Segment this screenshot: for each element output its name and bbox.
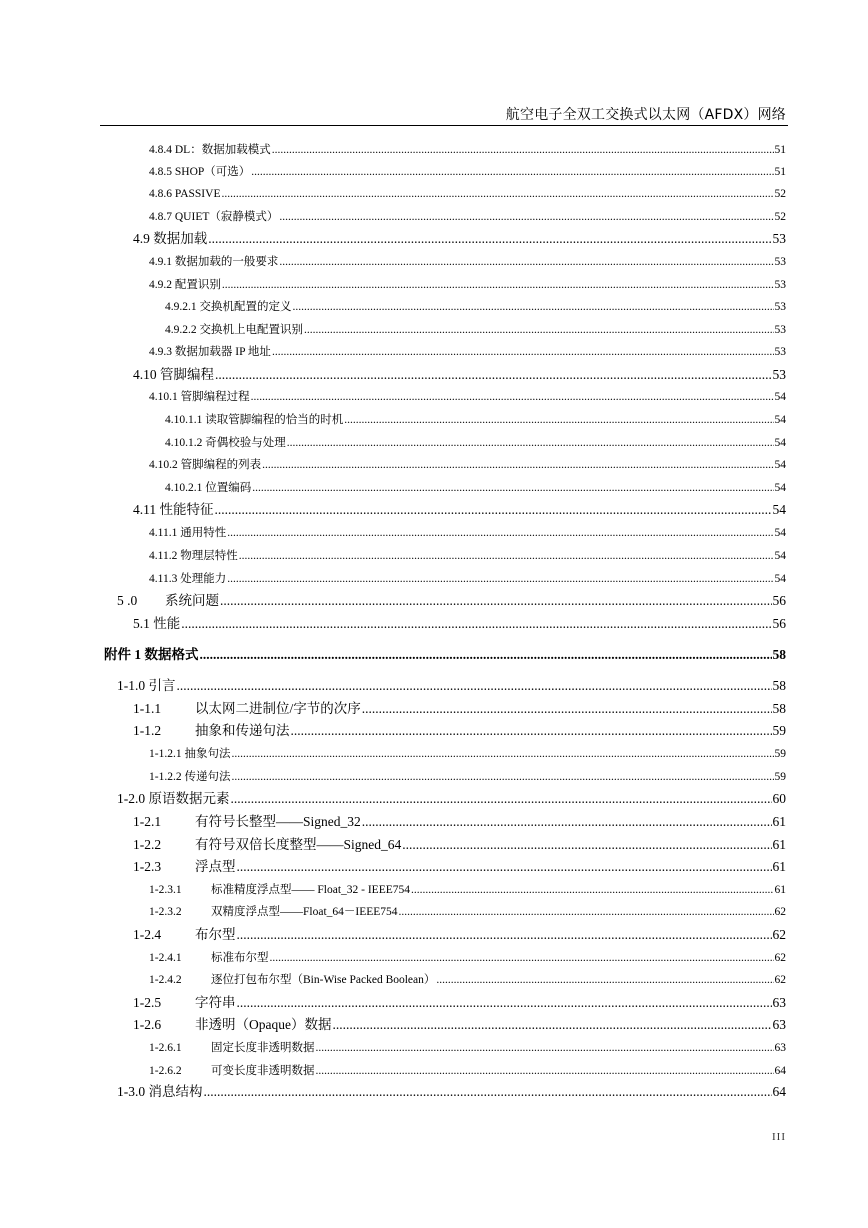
dot-leader — [237, 924, 772, 946]
toc-entry-title: 4.11.3 处理能力 — [149, 573, 227, 585]
toc-entry-title: 4.8.6 PASSIVE — [149, 188, 221, 200]
toc-entry-label — [149, 1060, 315, 1082]
toc-entry-page: 53 — [774, 301, 786, 313]
dot-leader — [222, 274, 774, 296]
toc-entry-number: 1-2.4.2 — [149, 974, 182, 986]
toc-entry-page: 56 — [772, 616, 786, 631]
toc-entry-title: 固定长度非透明数据 — [211, 1042, 315, 1054]
toc-entry-page: 59 — [772, 723, 786, 738]
toc-entry-page: 63 — [774, 1042, 786, 1054]
toc-entry-title: 逐位打包布尔型（Bin-Wise Packed Boolean） — [211, 974, 436, 986]
dot-leader — [399, 901, 774, 923]
toc-entry-title: 字符串 — [195, 995, 236, 1010]
toc-entry-label — [133, 856, 236, 878]
toc-entry-page: 53 — [774, 279, 786, 291]
toc-entry-label — [149, 969, 435, 991]
dot-leader — [279, 206, 773, 228]
toc-entry-label — [165, 477, 251, 499]
toc-entry-label — [149, 206, 278, 228]
toc-entry[interactable] — [149, 251, 786, 273]
toc-entry-page: 59 — [774, 771, 786, 783]
toc-entry-page: 54 — [774, 550, 786, 562]
toc-entry[interactable] — [165, 409, 786, 431]
toc-entry-number: 1-1.1 — [133, 701, 162, 716]
toc-entry-title: 浮点型 — [195, 859, 236, 874]
toc-entry-page: 51 — [774, 144, 786, 156]
toc-entry-label — [165, 319, 303, 341]
toc-entry-page: 53 — [772, 367, 786, 382]
toc-entry-title: 1-1.2.1 抽象句法 — [149, 748, 231, 760]
toc-entry-title: 系统问题 — [165, 593, 219, 608]
toc-entry-label — [149, 568, 226, 590]
toc-entry[interactable] — [117, 675, 786, 697]
dot-leader — [215, 499, 772, 521]
toc-entry-page: 54 — [774, 573, 786, 585]
toc-entry-label — [149, 341, 271, 363]
toc-entry-label — [149, 139, 271, 161]
dot-leader — [316, 1037, 774, 1059]
toc-entry[interactable] — [117, 788, 786, 810]
toc-entry-page: 61 — [774, 884, 786, 896]
toc-entry[interactable] — [133, 992, 786, 1014]
toc-entry-number: 5 .0 — [117, 593, 138, 608]
dot-leader — [279, 251, 773, 273]
toc-entry-title: 4.10.1.1 读取管脚编程的恰当的时机 — [165, 414, 344, 426]
toc-entry[interactable] — [149, 161, 786, 183]
toc-entry-page: 53 — [774, 346, 786, 358]
toc-entry-label — [149, 183, 220, 205]
toc-entry-label — [149, 161, 250, 183]
toc-entry-title: 以太网二进制位/字节的次序 — [195, 701, 361, 716]
dot-leader — [287, 432, 774, 454]
toc-entry-page: 63 — [772, 995, 786, 1010]
toc-entry[interactable] — [149, 454, 786, 476]
toc-entry-label — [117, 675, 176, 697]
toc-entry-title: 5.1 性能 — [133, 616, 181, 631]
header-rule — [100, 125, 788, 126]
toc-entry-page: 51 — [774, 166, 786, 178]
toc-entry-title: 4.10 管脚编程 — [133, 367, 214, 382]
toc-entry-title: 4.9.3 数据加载器 IP 地址 — [149, 346, 271, 358]
toc-entry-label — [133, 698, 361, 720]
toc-entry[interactable] — [149, 743, 786, 765]
dot-leader — [251, 386, 774, 408]
toc-entry-label — [149, 1037, 315, 1059]
dot-leader — [237, 856, 772, 878]
dot-leader — [362, 811, 772, 833]
toc-entry-label — [133, 228, 207, 250]
toc-entry-title: 可变长度非透明数据 — [211, 1065, 315, 1077]
toc-entry-label — [133, 1014, 331, 1036]
toc-entry[interactable] — [165, 432, 786, 454]
toc-entry-label — [149, 386, 250, 408]
toc-entry-title: 4.11.2 物理层特性 — [149, 550, 238, 562]
toc-entry-label — [117, 590, 219, 612]
dot-leader — [272, 139, 774, 161]
toc-entry-label — [165, 296, 292, 318]
toc-entry-label — [149, 545, 238, 567]
toc-entry-page: 62 — [774, 906, 786, 918]
toc-entry[interactable] — [149, 1060, 786, 1082]
toc-entry-title: 4.8.5 SHOP（可选） — [149, 166, 251, 178]
toc-entry-label — [133, 992, 236, 1014]
dot-leader — [304, 319, 774, 341]
toc-entry-title: 1-1.0 引言 — [117, 678, 176, 693]
toc-entry[interactable] — [149, 947, 786, 969]
toc-entry-page: 62 — [774, 952, 786, 964]
toc-entry-page: 52 — [774, 211, 786, 223]
toc-entry-page: 54 — [774, 527, 786, 539]
toc-entry-page: 54 — [772, 502, 786, 517]
dot-leader — [227, 522, 773, 544]
toc-entry[interactable] — [165, 477, 786, 499]
toc-entry-page: 52 — [774, 188, 786, 200]
toc-entry[interactable] — [149, 341, 786, 363]
toc-entry-title: 4.8.4 DL：数据加载模式 — [149, 144, 271, 156]
toc-entry-title: 4.9 数据加载 — [133, 231, 208, 246]
toc-entry[interactable] — [133, 499, 786, 521]
dot-leader — [237, 992, 772, 1014]
toc-entry[interactable] — [149, 766, 786, 788]
toc-entry-page: 59 — [774, 748, 786, 760]
dot-leader — [272, 341, 774, 363]
toc-entry-page: 54 — [774, 437, 786, 449]
dot-leader — [270, 947, 774, 969]
toc-entry-title: 4.11.1 通用特性 — [149, 527, 227, 539]
toc-entry-title: 双精度浮点型——Float_64－IEEE754 — [211, 906, 398, 918]
toc-entry[interactable] — [117, 1081, 786, 1103]
toc-entry-label — [149, 522, 226, 544]
toc-entry-label — [165, 409, 343, 431]
toc-entry-title: 附件 1 数据格式 — [104, 647, 199, 662]
toc-entry[interactable] — [165, 296, 786, 318]
toc-entry-number: 1-2.3.2 — [149, 906, 182, 918]
toc-entry[interactable] — [133, 1014, 786, 1036]
toc-entry-page: 53 — [774, 324, 786, 336]
running-header: 航空电子全双工交换式以太网（AFDX）网络 — [505, 107, 786, 123]
toc-entry[interactable] — [133, 698, 786, 720]
toc-entry-label — [149, 274, 221, 296]
toc-entry-label — [133, 499, 214, 521]
toc-entry-number: 1-2.6.1 — [149, 1042, 182, 1054]
toc-entry[interactable] — [133, 228, 786, 250]
dot-leader — [291, 720, 772, 742]
toc-entry-title: 4.9.2.1 交换机配置的定义 — [165, 301, 292, 313]
toc-entry[interactable] — [133, 613, 786, 635]
toc-entry-number: 1-2.2 — [133, 837, 162, 852]
toc-entry-label — [133, 834, 401, 856]
toc-entry[interactable] — [149, 1037, 786, 1059]
toc-entry-title: 抽象和传递句法 — [195, 723, 290, 738]
toc-entry-label — [149, 766, 230, 788]
dot-leader — [436, 969, 773, 991]
toc-entry-label — [149, 454, 261, 476]
toc-entry-page: 54 — [774, 482, 786, 494]
toc-entry-title: 4.8.7 QUIET（寂静模式） — [149, 211, 279, 223]
toc-entry-page: 56 — [772, 593, 786, 608]
toc-entry[interactable] — [104, 644, 786, 666]
toc-entry-label — [149, 743, 230, 765]
toc-entry[interactable] — [149, 545, 786, 567]
toc-entry[interactable] — [149, 274, 786, 296]
toc-entry[interactable] — [133, 811, 786, 833]
toc-entry-label — [117, 1081, 203, 1103]
toc-entry[interactable] — [149, 139, 786, 161]
toc-entry-label — [133, 720, 290, 742]
toc-entry-number: 1-2.5 — [133, 995, 162, 1010]
dot-leader — [262, 454, 773, 476]
toc-entry-title: 标准精度浮点型—— Float_32 - IEEE754 — [211, 884, 410, 896]
toc-entry[interactable] — [149, 522, 786, 544]
dot-leader — [204, 1081, 772, 1103]
toc-entry-title: 有符号双倍长度整型——Signed_64 — [195, 837, 402, 852]
toc-entry[interactable] — [149, 901, 786, 923]
toc-entry[interactable] — [117, 590, 786, 612]
dot-leader — [231, 743, 773, 765]
toc-entry[interactable] — [149, 969, 786, 991]
toc-entry[interactable] — [149, 206, 786, 228]
toc-entry-page: 58 — [772, 701, 786, 716]
toc-entry[interactable] — [149, 386, 786, 408]
toc-entry-label — [149, 947, 269, 969]
dot-leader — [293, 296, 774, 318]
toc-entry-page: 62 — [774, 974, 786, 986]
toc-entry[interactable] — [165, 319, 786, 341]
dot-leader — [220, 590, 772, 612]
dot-leader — [362, 698, 772, 720]
dot-leader — [402, 834, 771, 856]
toc-entry-title: 布尔型 — [195, 927, 236, 942]
dot-leader — [252, 477, 773, 499]
dot-leader — [200, 644, 772, 666]
toc-entry-title: 1-2.0 原语数据元素 — [117, 791, 230, 806]
toc-entry-label — [133, 613, 180, 635]
toc-entry-title: 4.11 性能特征 — [133, 502, 214, 517]
dot-leader — [231, 788, 772, 810]
toc-entry-page: 53 — [772, 231, 786, 246]
dot-leader — [344, 409, 773, 431]
toc-entry-title: 4.10.2.1 位置编码 — [165, 482, 252, 494]
toc-entry-label — [165, 432, 286, 454]
toc-entry-title: 4.9.1 数据加载的一般要求 — [149, 256, 279, 268]
toc-entry-label — [133, 924, 236, 946]
toc-entry-title: 4.10.1.2 奇偶校验与处理 — [165, 437, 286, 449]
dot-leader — [231, 766, 773, 788]
toc-entry[interactable] — [133, 856, 786, 878]
toc-entry-page: 58 — [772, 647, 786, 662]
toc-entry[interactable] — [149, 568, 786, 590]
toc-entry-page: 63 — [772, 1017, 786, 1032]
toc-entry-page: 54 — [774, 414, 786, 426]
toc-entry-title: 4.10.2 管脚编程的列表 — [149, 459, 262, 471]
toc-entry-page: 64 — [772, 1084, 786, 1099]
toc-entry-page: 53 — [774, 256, 786, 268]
dot-leader — [251, 161, 773, 183]
toc-entry-label — [104, 644, 199, 666]
toc-entry-number: 1-2.4 — [133, 927, 162, 942]
toc-entry-title: 1-1.2.2 传递句法 — [149, 771, 231, 783]
dot-leader — [181, 613, 771, 635]
toc-entry-number: 1-2.6.2 — [149, 1065, 182, 1077]
toc-entry-label — [133, 811, 361, 833]
toc-entry-page: 60 — [772, 791, 786, 806]
dot-leader — [332, 1014, 771, 1036]
toc-entry-page: 61 — [772, 859, 786, 874]
toc-entry-label — [149, 251, 278, 273]
toc-entry-number: 1-2.3 — [133, 859, 162, 874]
toc-entry-page: 61 — [772, 837, 786, 852]
toc-entry-number: 1-2.1 — [133, 814, 162, 829]
toc-entry-label — [149, 879, 410, 901]
toc-entry-title: 标准布尔型 — [211, 952, 269, 964]
dot-leader — [239, 545, 774, 567]
toc-entry-number: 1-2.3.1 — [149, 884, 182, 896]
toc-entry-label — [117, 788, 230, 810]
toc-entry-title: 有符号长整型——Signed_32 — [195, 814, 361, 829]
toc-entry[interactable] — [133, 720, 786, 742]
toc-entry-page: 62 — [772, 927, 786, 942]
toc-entry-page: 61 — [772, 814, 786, 829]
toc-entry-number: 1-2.4.1 — [149, 952, 182, 964]
toc-entry-page: 64 — [774, 1065, 786, 1077]
toc-entry-title: 4.9.2.2 交换机上电配置识别 — [165, 324, 303, 336]
toc-entry-number: 1-1.2 — [133, 723, 162, 738]
toc-entry[interactable] — [133, 924, 786, 946]
toc-entry[interactable] — [149, 879, 786, 901]
dot-leader — [177, 675, 772, 697]
dot-leader — [208, 228, 771, 250]
page-number: III — [772, 1131, 786, 1143]
toc-entry[interactable] — [133, 834, 786, 856]
dot-leader — [316, 1060, 774, 1082]
toc-entry-number: 1-2.6 — [133, 1017, 162, 1032]
dot-leader — [227, 568, 773, 590]
toc-entry-title: 4.10.1 管脚编程过程 — [149, 391, 250, 403]
toc-entry-title: 1-3.0 消息结构 — [117, 1084, 203, 1099]
toc-entry-page: 58 — [772, 678, 786, 693]
toc-entry-title: 4.9.2 配置识别 — [149, 279, 221, 291]
toc-entry-title: 非透明（Opaque）数据 — [195, 1017, 332, 1032]
toc-entry-label — [133, 364, 214, 386]
toc-entry[interactable] — [149, 183, 786, 205]
toc-entry[interactable] — [133, 364, 786, 386]
dot-leader — [215, 364, 772, 386]
dot-leader — [221, 183, 773, 205]
toc-entry-page: 54 — [774, 391, 786, 403]
dot-leader — [411, 879, 774, 901]
toc-entry-page: 54 — [774, 459, 786, 471]
toc-entry-label — [149, 901, 398, 923]
